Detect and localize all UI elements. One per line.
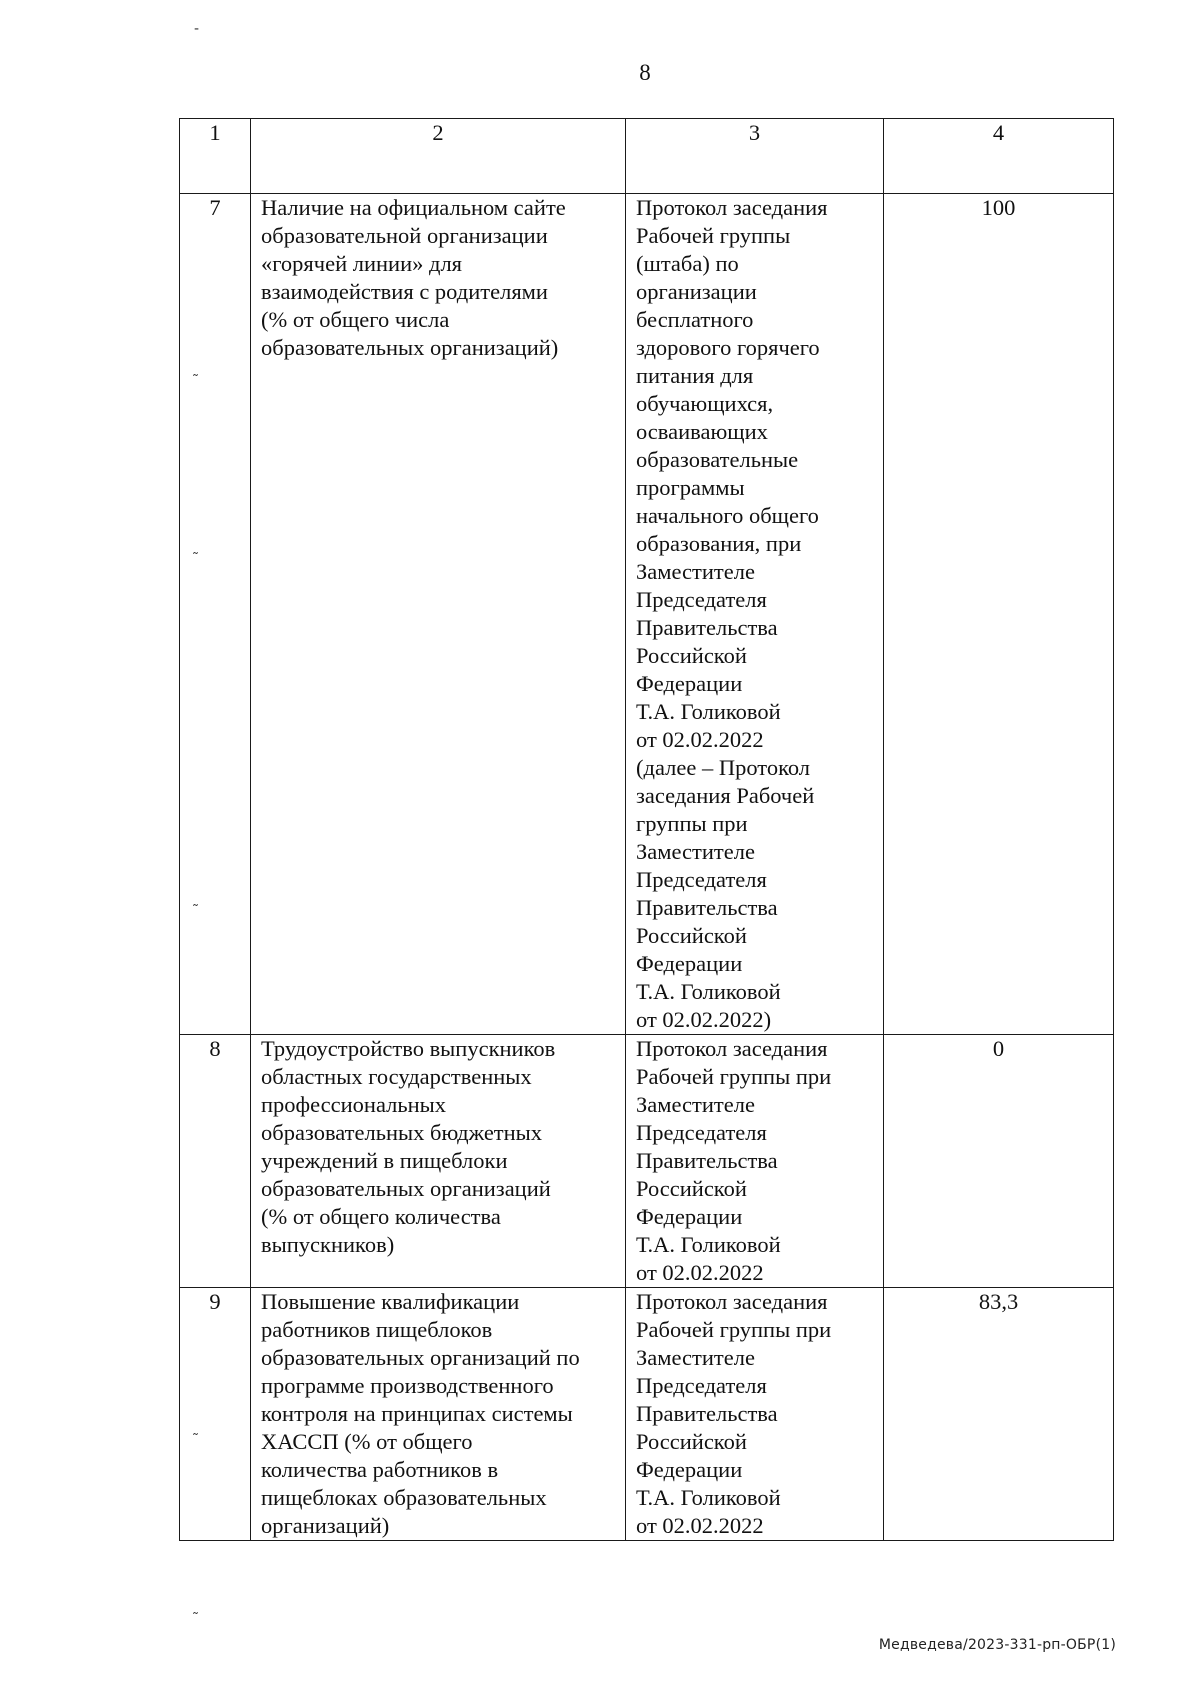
indicator-line: Трудоустройство выпускников (261, 1036, 556, 1061)
indicator-line: областных государственных (261, 1064, 532, 1089)
indicator-line: программе производственного (261, 1373, 554, 1398)
source-line: начального общего (636, 503, 819, 528)
indicator-line: образовательных бюджетных (261, 1120, 543, 1145)
indicator-line: организаций) (261, 1513, 390, 1538)
document-id: Медведева/2023-331-рп-ОБР(1) (878, 1637, 1116, 1653)
indicator-cell (251, 1035, 626, 1288)
source-line: Рабочей группы при (636, 1317, 832, 1342)
source-line: Правительства (636, 615, 778, 640)
indicator-line: образовательных организаций) (261, 335, 559, 360)
source-line: Протокол заседания (636, 1289, 828, 1314)
indicator-line: образовательной организации (261, 223, 548, 248)
source-line: Заместителе (636, 1345, 755, 1370)
source-cell (626, 1035, 884, 1288)
scan-speck: ˜ (192, 1432, 199, 1448)
scan-speck: ˜ (192, 1611, 199, 1627)
indicator-line: работников пищеблоков (261, 1317, 493, 1342)
source-line: образовательные (636, 447, 799, 472)
table-row (180, 1035, 1114, 1288)
header-cell: 3 (626, 119, 884, 194)
source-line: здорового горячего (636, 335, 820, 360)
indicator-line: выпускников) (261, 1232, 395, 1257)
source-line: Председателя (636, 587, 767, 612)
header-cell: 2 (251, 119, 626, 194)
source-line: Т.А. Голиковой (636, 979, 781, 1004)
indicator-line: образовательных организаций по (261, 1345, 580, 1370)
scan-speck: ˜ (192, 373, 199, 389)
source-cell (626, 194, 884, 1035)
indicator-line: ХАССП (% от общего (261, 1429, 473, 1454)
source-line: Российской (636, 643, 747, 668)
source-line: Федерации (636, 1457, 743, 1482)
indicator-line: Наличие на официальном сайте (261, 195, 566, 220)
source-line: Федерации (636, 1204, 743, 1229)
source-line: Заместителе (636, 559, 755, 584)
indicator-line: (% от общего числа (261, 307, 450, 332)
source-line: Председателя (636, 867, 767, 892)
value-cell: 100 (884, 194, 1114, 1035)
indicator-line: Повышение квалификации (261, 1289, 520, 1314)
source-line: Т.А. Голиковой (636, 699, 781, 724)
scan-speck: ˜ (192, 903, 199, 919)
source-line: (далее – Протокол (636, 755, 811, 780)
indicator-line: профессиональных (261, 1092, 447, 1117)
table-row (180, 194, 1114, 1035)
indicator-line: контроля на принципах системы (261, 1401, 573, 1426)
source-line: осваивающих (636, 419, 768, 444)
source-line: Заместителе (636, 1092, 755, 1117)
source-line: Т.А. Голиковой (636, 1232, 781, 1257)
source-line: обучающихся, (636, 391, 774, 416)
source-line: заседания Рабочей (636, 783, 815, 808)
source-line: Правительства (636, 1401, 778, 1426)
source-line: от 02.02.2022 (636, 1513, 764, 1538)
source-line: питания для (636, 363, 754, 388)
source-line: Федерации (636, 671, 743, 696)
source-line: группы при (636, 811, 748, 836)
indicators-table (179, 118, 1114, 1541)
page-number: 8 (639, 60, 651, 85)
source-line: Рабочей группы при (636, 1064, 832, 1089)
row-number: 8 (180, 1035, 251, 1288)
source-line: Рабочей группы (636, 223, 791, 248)
indicator-line: пищеблоках образовательных (261, 1485, 547, 1510)
table-row (180, 1288, 1114, 1541)
value-cell: 0 (884, 1035, 1114, 1288)
source-line: организации (636, 279, 757, 304)
indicator-cell (251, 194, 626, 1035)
row-number: 7 (180, 194, 251, 1035)
row-number: 9 (180, 1288, 251, 1541)
source-line: бесплатного (636, 307, 754, 332)
indicator-line: взаимодействия с родителями (261, 279, 548, 304)
source-line: от 02.02.2022 (636, 1260, 764, 1285)
source-line: Российской (636, 1176, 747, 1201)
source-line: образования, при (636, 531, 802, 556)
indicator-line: образовательных организаций (261, 1176, 551, 1201)
value-cell: 83,3 (884, 1288, 1114, 1541)
header-cell: 1 (180, 119, 251, 194)
source-line: (штаба) по (636, 251, 739, 276)
table-header-row (180, 119, 1114, 194)
indicator-line: количества работников в (261, 1457, 499, 1482)
source-line: Протокол заседания (636, 195, 828, 220)
source-line: Федерации (636, 951, 743, 976)
indicator-line: учреждений в пищеблоки (261, 1148, 508, 1173)
source-cell (626, 1288, 884, 1541)
source-line: Председателя (636, 1373, 767, 1398)
source-line: Т.А. Голиковой (636, 1485, 781, 1510)
source-line: от 02.02.2022) (636, 1007, 772, 1032)
scan-speck: - (194, 21, 200, 37)
scan-speck: ˜ (192, 551, 199, 567)
source-line: Протокол заседания (636, 1036, 828, 1061)
source-line: от 02.02.2022 (636, 727, 764, 752)
source-line: Правительства (636, 1148, 778, 1173)
indicator-cell (251, 1288, 626, 1541)
source-line: Российской (636, 923, 747, 948)
source-line: Председателя (636, 1120, 767, 1145)
indicator-line: «горячей линии» для (261, 251, 463, 276)
source-line: Российской (636, 1429, 747, 1454)
header-cell: 4 (884, 119, 1114, 194)
source-line: программы (636, 475, 745, 500)
source-line: Заместителе (636, 839, 755, 864)
indicator-line: (% от общего количества (261, 1204, 501, 1229)
source-line: Правительства (636, 895, 778, 920)
